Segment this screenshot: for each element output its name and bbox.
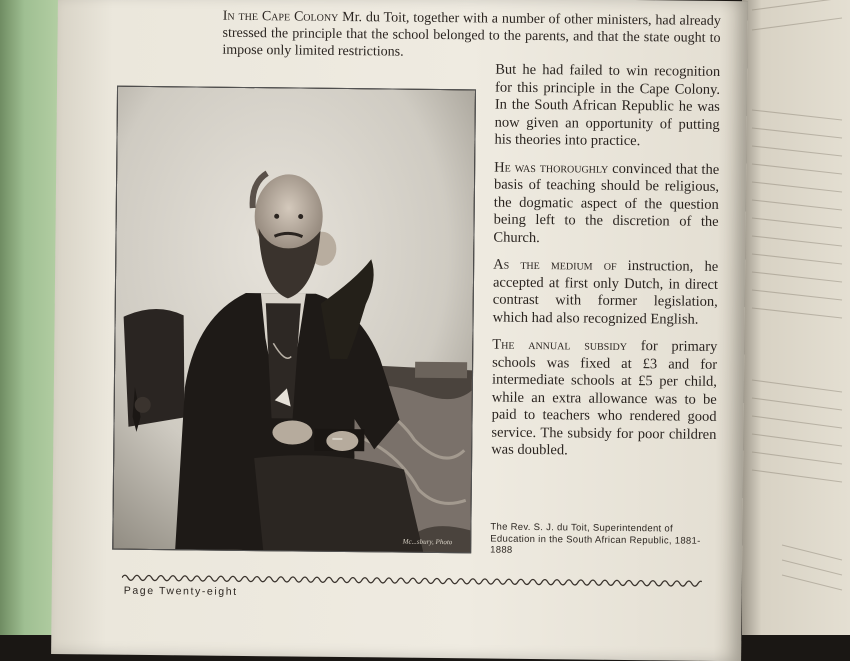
paragraph-1: But he had failed to win recognition for this principle in the Cape Colony. In the South African Republic he was now given an opportunity of putting his theories into practice. <box>494 61 721 150</box>
intro-lead: In the Cape Colony <box>222 8 339 25</box>
adjacent-page <box>742 0 850 635</box>
intro-text: Mr. du Toit, together with a number of other ministers, had already stressed the principle that the school belonged to the parents, and that the state ought to impose only limited restrictions. <box>222 9 721 60</box>
page-number: Page Twenty-eight <box>123 584 238 598</box>
photo-credit: Mc...sbury, Photo <box>402 537 453 547</box>
paragraph-2: He was thoroughly convinced that the basis of teaching should be religious, the dogmatic aspect of the question being left to the discretion of the Church. <box>493 159 720 246</box>
paragraph-3: As the medium of instruction, he accepted at first only Dutch, in direct contrast with former legislation, which had also recognized English. <box>492 256 719 328</box>
portrait-illustration <box>113 87 475 553</box>
book-page <box>51 0 748 661</box>
bleed-through-text <box>742 0 850 635</box>
portrait-photo <box>112 86 476 554</box>
right-column <box>491 62 720 472</box>
intro-paragraph <box>222 8 721 64</box>
photo-caption: The Rev. S. J. du Toit, Superintendent of Education in the South African Republic, 1881-1888 <box>490 521 701 556</box>
paragraph-4: The annual subsidy for primary schools was fixed at £3 and for intermediate schools at £5 per child, while an extra allowance was to be paid to teachers who rendered good service. The subsidy for poor children was doubled. <box>491 336 718 459</box>
